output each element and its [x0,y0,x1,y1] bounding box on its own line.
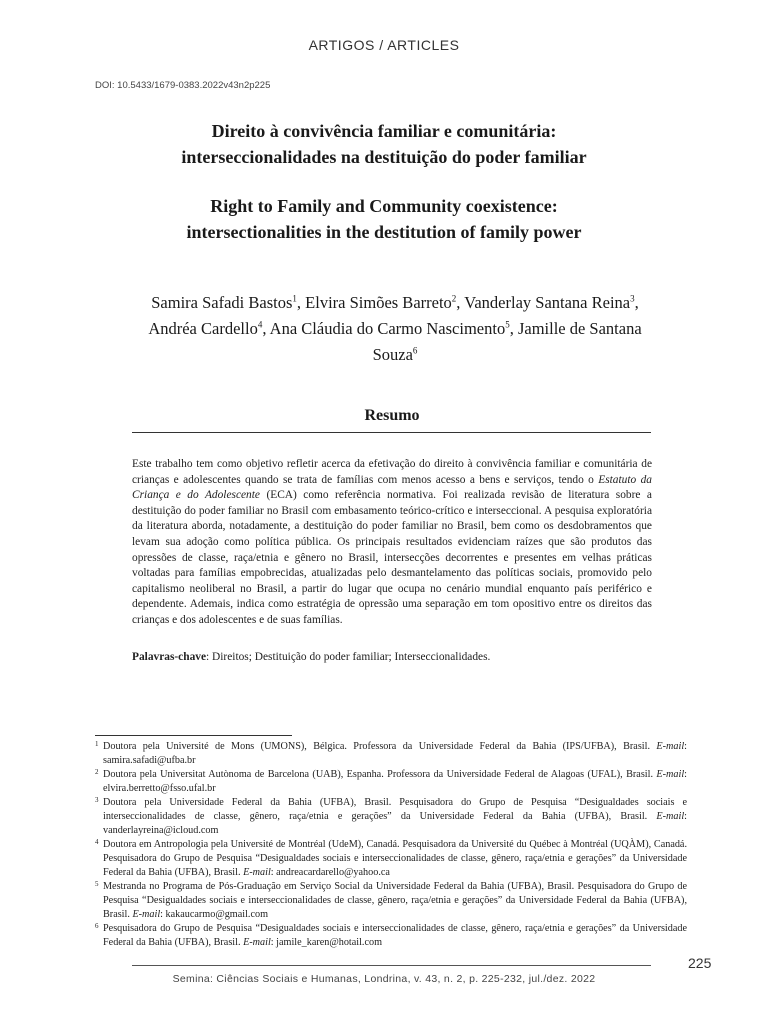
affiliation-mark[interactable]: 4 [257,319,263,330]
footnote-email[interactable]: : andreacardarello@yahoo.ca [270,867,390,878]
title-portuguese [90,118,678,170]
abstract-divider [132,432,651,433]
title-english [90,193,678,245]
author-name: Samira Safadi Bastos$^1$, [151,293,306,312]
footer-divider [132,965,651,966]
affiliation-mark[interactable]: 5 [505,319,510,330]
title-en-line-2: intersectionalities in the destitution of family power [186,222,582,242]
title-pt-line-1: Direito à convivência familiar e comunitária: [211,121,557,141]
keywords-list: : Direitos; Destituição do poder familiar; Interseccionalidades. [206,651,491,663]
footnote-email[interactable]: : jamile_karen@hotail.com [270,937,383,948]
footnote-number: 1 [95,740,99,748]
footnote-email[interactable]: : kakaucarmo@gmail.com [160,909,268,920]
footnote-email[interactable]: : elvira.berretto@fsso.ufal.br [103,769,687,794]
footnote-1: 1 Doutora pela Université de Mons (UMONS), Bélgica. Professora da Universidade Federal da Bahia (IPS/UFBA), Brasil. E-mail: samira.safadi@ufba.br [95,740,687,768]
journal-citation: Semina: Ciências Sociais e Humanas, Londrina, v. 43, n. 2, p. 225-232, jul./dez. 2022 [172,973,596,985]
title-pt-line-2: interseccionalidades na destituição do poder familiar [181,147,587,167]
author-name: Vanderlay Santana Reina$^3$, [464,293,639,312]
footnote-divider [95,735,292,736]
doi-identifier[interactable]: DOI: 10.5433/1679-0383.2022v43n2p225 [95,80,271,91]
footnote-3: 3 Doutora pela Universidade Federal da Bahia (UFBA), Brasil. Pesquisadora do Grupo de Pesquisa “Desigualdades sociais e interseccionalidades de classe, gênero, raça/etnia e gerações” da Universidade Federal da Bahia (UFBA), Brasil. E-mail: vanderlayreina@icloud.com [95,796,687,838]
footnote-6: 6 Pesquisadora do Grupo de Pesquisa “Desigualdades sociais e interseccionalidades de classe, gênero, raça/etnia e gerações” da Universidade Federal da Bahia (UFBA), Brasil. E-mail: jamile_karen@hotail.com [95,922,687,950]
footnote-number: 6 [95,922,99,930]
footnote-number: 2 [95,768,99,776]
affiliation-mark[interactable]: 3 [630,293,635,304]
affiliation-mark[interactable]: 1 [292,293,297,304]
affiliation-mark[interactable]: 2 [451,293,457,304]
author-name: Andréa Cardello$^4$, [148,319,270,338]
footnote-4: 4 Doutora em Antropologia pela Université de Montréal (UdeM), Canadá. Pesquisadora da Université du Québec à Montréal (UQÀM), Canadá. Pesquisadora do Grupo de Pesquisa “Desigualdades sociais e interseccionalidades de classe, gênero, raça/etnia e gerações” da Universidade Federal da Bahia (UFBA), Brasil. E-mail: andreacardarello@yahoo.ca [95,838,687,880]
page-number: 225 [688,955,712,971]
title-en-line-1: Right to Family and Community coexistence: [210,196,558,216]
footnote-number: 4 [95,838,99,846]
abstract-body [132,457,652,629]
author-list [140,290,650,368]
keywords-label: Palavras-chave [132,651,207,663]
footnote-email[interactable]: : samira.safadi@ufba.br [103,741,687,766]
footnote-2: 2 Doutora pela Universitat Autònoma de Barcelona (UAB), Espanha. Professora da Universidade Federal de Alagoas (UFAL), Brasil. E-mail: elvira.berretto@fsso.ufal.br [95,768,687,796]
abstract-heading: Resumo [364,407,420,424]
author-name: Ana Cláudia do Carmo Nascimento$^5$, [269,319,518,338]
footnote-number: 3 [95,796,99,804]
keywords [132,650,652,666]
footnote-number: 5 [95,880,99,888]
affiliation-mark[interactable]: 6 [412,345,418,356]
footnote-5: 5 Mestranda no Programa de Pós-Graduação em Serviço Social da Universidade Federal da Bahia (UFBA), Brasil. Pesquisadora do Grupo de Pesquisa “Desigualdades sociais e interseccionalidades de classe, gênero, raça/etnia e gerações” da Universidade Federal da Bahia (UFBA), Brasil. E-mail: kakaucarmo@gmail.com [95,880,687,922]
statute-name: Estatuto da Criança e do Adolescente [132,473,652,502]
abstract-paragraph: Este trabalho tem como objetivo refletir acerca da efetivação do direito à convivência familiar e comunitária de crianças e adolescentes quando se trata de famílias com menos acesso a bens e serviços, tendo o Estatuto da Criança e do Adolescente (ECA) como referência normativa. Foi realizada revisão de literatura sobre a destituição do poder familiar no Brasil com embasamento teórico-crítico e interseccional. A pesquisa exploratória da literatura aborda, notadamente, a destituição do poder familiar no Brasil, bem como os desdobramentos que levam sua adoção como política pública. Os principais resultados evidenciam raízes que são produtos das opressões de classe, raça/etnia e gênero no Brasil, intersecções decorrentes e presentes em velhas práticas voltadas para famílias empobrecidas, atualizadas pelo desmantelamento das políticas sociais, promovido pelo capitalismo neoliberal no Brasil, a partir do lugar que ocupa no cenário mundial enquanto país periférico e dependente. Ademais, indica como estratégia de opressão uma separação em tom opositivo entre os direitos das crianças e dos adolescentes e de suas famílias. [132,458,652,626]
footnotes [95,740,687,950]
footnote-email[interactable]: : vanderlayreina@icloud.com [103,811,687,836]
author-name: Elvira Simões Barreto$^2$, [305,293,465,312]
section-header: ARTIGOS / ARTICLES [308,37,460,53]
author-name: Jamille de Santana Souza$^6$ [372,319,642,364]
